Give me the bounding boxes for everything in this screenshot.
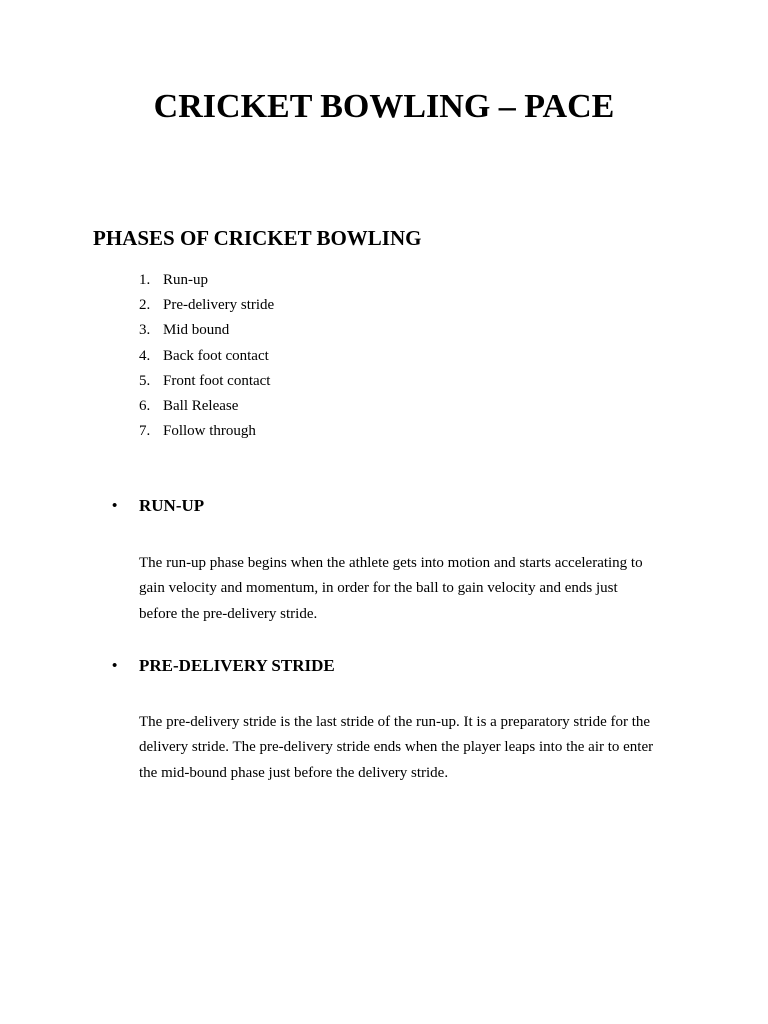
- bullet-icon: •: [112, 498, 118, 514]
- list-item: [139, 344, 274, 369]
- list-item-label: Pre-delivery stride: [163, 297, 275, 314]
- paragraph-line: delivery stride. The pre-delivery stride ends when the player leaps into the air to enter: [139, 739, 654, 756]
- list-item: [139, 268, 274, 293]
- list-item: [139, 318, 274, 343]
- list-item-label: Ball Release: [163, 397, 239, 414]
- paragraph-line: gain velocity and momentum, in order for the ball to gain velocity and ends just: [139, 580, 618, 597]
- list-item-number: 6.: [139, 397, 151, 414]
- document-title: CRICKET BOWLING – PACE: [153, 88, 615, 125]
- pre-delivery-stride-heading: [112, 655, 335, 677]
- list-item-number: 4.: [139, 347, 151, 364]
- run-up-heading: [112, 495, 204, 517]
- pre-delivery-stride-heading-text: PRE-DELIVERY STRIDE: [139, 656, 335, 675]
- paragraph-line: the mid-bound phase just before the delivery stride.: [139, 764, 449, 781]
- list-item-label: Follow through: [163, 423, 256, 440]
- list-item: [139, 394, 274, 419]
- list-item-number: 3.: [139, 322, 151, 339]
- list-item-number: 7.: [139, 423, 151, 440]
- bullet-icon: •: [112, 658, 118, 674]
- pre-delivery-stride-paragraph: [139, 710, 684, 786]
- list-item: [139, 369, 274, 394]
- list-item-number: 2.: [139, 297, 151, 314]
- paragraph-line: The run-up phase begins when the athlete gets into motion and starts accelerating to: [139, 555, 643, 571]
- list-item-label: Mid bound: [163, 322, 230, 339]
- list-item-label: Run-up: [163, 272, 208, 288]
- list-item: [139, 293, 274, 318]
- list-item: [139, 419, 274, 444]
- paragraph-line: The pre-delivery stride is the last stride of the run-up. It is a preparatory stride for the: [139, 714, 651, 730]
- list-item-number: 1.: [139, 272, 151, 288]
- list-item-label: Back foot contact: [163, 347, 269, 364]
- list-item-number: 5.: [139, 372, 151, 389]
- phases-heading: PHASES OF CRICKET BOWLING: [93, 226, 422, 250]
- run-up-heading-text: RUN-UP: [139, 496, 205, 515]
- phases-list: [139, 268, 274, 444]
- list-item-label: Front foot contact: [163, 372, 271, 389]
- run-up-paragraph: [139, 551, 684, 627]
- paragraph-line: before the pre-delivery stride.: [139, 605, 318, 622]
